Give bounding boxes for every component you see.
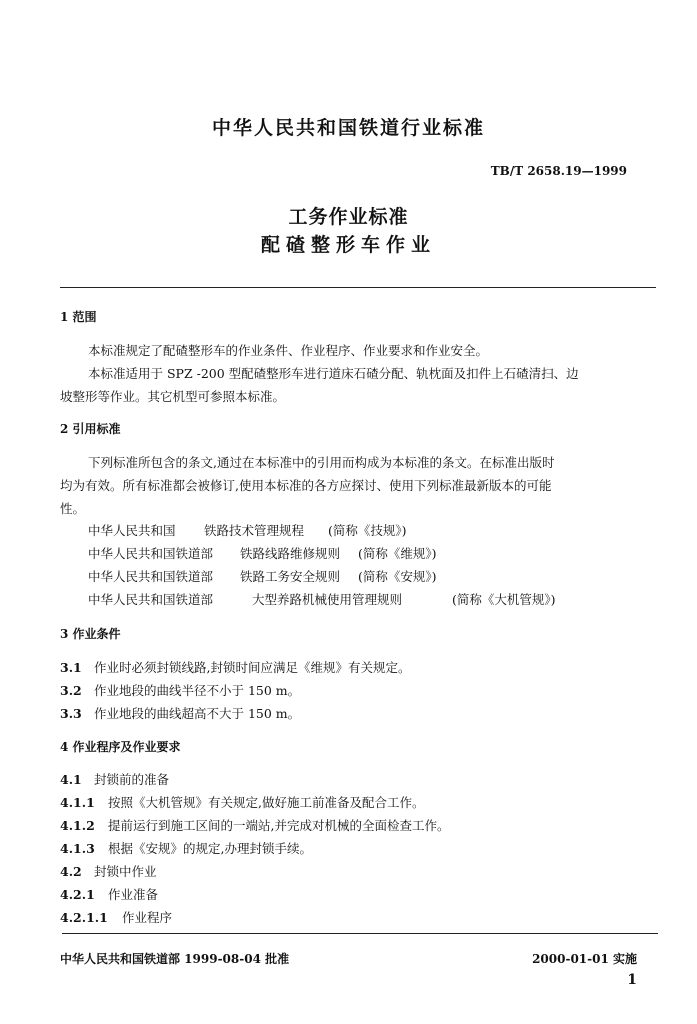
reference-title: 铁路技术管理规程 — [204, 523, 305, 538]
clause-number: 4.1.3 — [60, 841, 95, 856]
clause-text: 封锁前的准备 — [94, 772, 170, 787]
clause-text: 作业地段的曲线超高不大于 150 m。 — [94, 706, 301, 721]
clause-text: 根据《安规》的规定,办理封锁手续。 — [108, 841, 312, 856]
page-number: 1 — [627, 972, 637, 988]
section-2-paragraph-line-3: 性。 — [60, 501, 86, 516]
footer-divider — [62, 933, 658, 934]
clause-item — [60, 862, 157, 880]
clause-item — [60, 681, 300, 699]
reference-issuer: 中华人民共和国铁道部 — [88, 592, 214, 607]
section-1-paragraph-2-line-1: 本标准适用于 SPZ -200 型配碴整形车进行道床石碴分配、轨枕面及扣件上石碴清扫、边 — [88, 366, 579, 381]
header-divider — [60, 287, 656, 288]
clause-text: 作业准备 — [108, 887, 159, 902]
clause-number: 4.2.1 — [60, 887, 95, 902]
standard-org-title: 中华人民共和国铁道行业标准 — [211, 117, 485, 139]
reference-abbr: (简称《维规》) — [358, 546, 437, 561]
reference-issuer: 中华人民共和国铁道部 — [88, 569, 214, 584]
reference-title: 铁路线路维修规则 — [240, 546, 341, 561]
approval-statement: 中华人民共和国铁道部 1999-08-04 批准 — [60, 952, 290, 966]
clause-number: 4.1.2 — [60, 818, 95, 833]
reference-item — [88, 567, 437, 585]
reference-item — [88, 544, 437, 562]
reference-item — [88, 590, 556, 608]
reference-issuer: 中华人民共和国铁道部 — [88, 546, 214, 561]
section-2-paragraph-line-1: 下列标准所包含的条文,通过在本标准中的引用而构成为本标准的条文。在标准出版时 — [88, 455, 555, 470]
clause-number: 3.1 — [60, 660, 82, 675]
clause-text: 按照《大机管规》有关规定,做好施工前准备及配合工作。 — [108, 795, 425, 810]
document-title-line1: 工务作业标准 — [288, 206, 409, 228]
reference-abbr: (简称《大机管规》) — [452, 592, 556, 607]
clause-item — [60, 770, 169, 788]
clause-item — [60, 704, 300, 722]
clause-item — [60, 793, 424, 811]
section-1-heading: 1 范围 — [60, 310, 97, 324]
clause-item — [60, 839, 312, 857]
section-3-heading: 3 作业条件 — [60, 627, 121, 641]
clause-text: 提前运行到施工区间的一端站,并完成对机械的全面检查工作。 — [108, 818, 450, 833]
reference-abbr: (简称《技规》) — [328, 523, 407, 538]
clause-text: 作业地段的曲线半径不小于 150 m。 — [94, 683, 301, 698]
section-2-paragraph-line-2: 均为有效。所有标准都会被修订,使用本标准的各方应探讨、使用下列标准最新版本的可能 — [60, 478, 552, 493]
standard-code: TB/T 2658.19—1999 — [490, 164, 627, 178]
reference-abbr: (简称《安规》) — [358, 569, 437, 584]
clause-number: 3.2 — [60, 683, 82, 698]
section-1-paragraph-2-line-2: 坡整形等作业。其它机型可参照本标准。 — [60, 389, 286, 404]
section-1-paragraph-1: 本标准规定了配碴整形车的作业条件、作业程序、作业要求和作业安全。 — [88, 343, 489, 358]
clause-item — [60, 885, 158, 903]
clause-item — [60, 658, 410, 676]
clause-number: 4.1.1 — [60, 795, 95, 810]
clause-number: 4.2.1.1 — [60, 910, 108, 925]
clause-text: 作业时必须封锁线路,封锁时间应满足《维规》有关规定。 — [94, 660, 411, 675]
clause-text: 封锁中作业 — [94, 864, 157, 879]
reference-issuer: 中华人民共和国 — [88, 523, 176, 538]
reference-title: 大型养路机械使用管理规则 — [252, 592, 403, 607]
clause-text: 作业程序 — [122, 910, 173, 925]
clause-item — [60, 816, 449, 834]
section-2-heading: 2 引用标准 — [60, 422, 121, 436]
document-title-line2: 配碴整形车作业 — [260, 234, 436, 256]
section-4-heading: 4 作业程序及作业要求 — [60, 740, 181, 754]
reference-item — [88, 521, 407, 539]
clause-number: 4.2 — [60, 864, 82, 879]
clause-number: 4.1 — [60, 772, 82, 787]
reference-title: 铁路工务安全规则 — [240, 569, 341, 584]
clause-number: 3.3 — [60, 706, 82, 721]
clause-item — [60, 908, 172, 926]
effective-date: 2000-01-01 实施 — [532, 952, 637, 966]
